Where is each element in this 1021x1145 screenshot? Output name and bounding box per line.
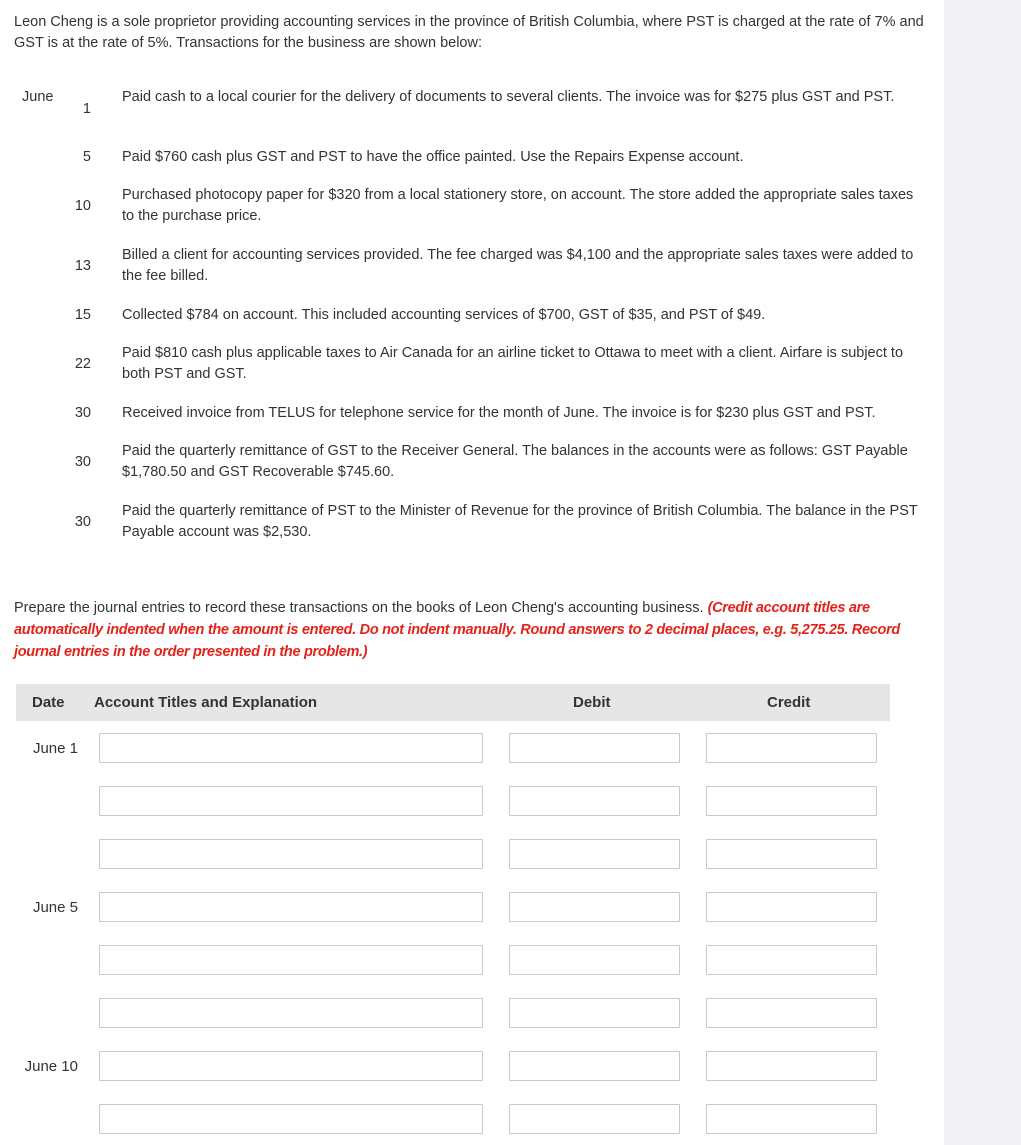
debit-amount-input[interactable] [509,945,680,975]
transaction-day: 10 [74,198,91,214]
account-title-input[interactable] [99,1051,483,1081]
entry-date-label: June 1 [32,740,78,757]
account-column-header: Account Titles and Explanation [94,694,318,711]
debit-column-header: Debit [573,694,611,711]
transaction-description: Paid cash to a local courier for the delivery of documents to several clients. The invoice was for $275 plus GST and PST. [122,89,895,105]
account-title-input[interactable] [99,839,483,869]
entry-date-label: June 5 [32,899,78,916]
transaction-day: 5 [82,149,91,165]
transaction-day: 30 [74,514,91,530]
account-title-input[interactable] [99,786,483,816]
credit-amount-input[interactable] [706,1104,877,1134]
credit-amount-input[interactable] [706,1051,877,1081]
transaction-description: Collected $784 on account. This included accounting services of $700, GST of $35, and PST of $49. [122,307,766,323]
credit-amount-input[interactable] [706,733,877,763]
entry-date-label: June 10 [24,1058,78,1075]
right-gutter [944,0,1021,1145]
credit-amount-input[interactable] [706,786,877,816]
debit-amount-input[interactable] [509,998,680,1028]
transaction-description: Paid the quarterly remittance of GST to the Receiver General. The balances in the accounts were as follows: GST Payable $1,780.50 and GST Recoverable $745.60. [122,443,908,480]
transaction-description: Paid $760 cash plus GST and PST to have the office painted. Use the Repairs Expense account. [122,149,744,165]
account-title-input[interactable] [99,998,483,1028]
credit-amount-input[interactable] [706,945,877,975]
credit-amount-input[interactable] [706,892,877,922]
problem-intro: Leon Cheng is a sole proprietor providing accounting services in the province of British Columbia, where PST is charged at the rate of 7% and GST is at the rate of 5%. Transactions for the business are shown below: [14,14,924,51]
date-column-header: Date [32,694,65,711]
debit-amount-input[interactable] [509,1051,680,1081]
debit-amount-input[interactable] [509,1104,680,1134]
account-title-input[interactable] [99,945,483,975]
transaction-day: 30 [74,405,91,421]
debit-amount-input[interactable] [509,839,680,869]
debit-amount-input[interactable] [509,786,680,816]
account-title-input[interactable] [99,733,483,763]
instructions-hint: (Credit account titles are automatically indented when the amount is entered. Do not indent manually. Round answers to 2 decimal places, e.g. 5,275.25. Record journal entries in the order presented in the problem.) [14,600,900,660]
transaction-day: 22 [74,356,91,372]
transaction-month-label: June [22,89,54,105]
credit-amount-input[interactable] [706,998,877,1028]
journal-table-header [16,684,890,721]
transaction-description: Purchased photocopy paper for $320 from a local stationery store, on account. The store added the appropriate sales taxes to the purchase price. [122,187,914,224]
credit-column-header: Credit [767,694,811,711]
credit-amount-input[interactable] [706,839,877,869]
account-title-input[interactable] [99,1104,483,1134]
transaction-description: Paid $810 cash plus applicable taxes to Air Canada for an airline ticket to Ottawa to meet with a client. Airfare is subject to both PST and GST. [122,345,904,382]
transaction-description: Received invoice from TELUS for telephone service for the month of June. The invoice is for $230 plus GST and PST. [122,405,876,421]
debit-amount-input[interactable] [509,733,680,763]
transaction-day: 1 [82,101,91,117]
instructions-text: Prepare the journal entries to record these transactions on the books of Leon Cheng's accounting business. [14,600,704,616]
transaction-description: Paid the quarterly remittance of PST to the Minister of Revenue for the province of British Columbia. The balance in the PST Payable account was $2,530. [122,503,918,540]
account-title-input[interactable] [99,892,483,922]
instructions [14,597,929,663]
transaction-day: 15 [74,307,91,323]
transaction-day: 13 [74,258,91,274]
transaction-description: Billed a client for accounting services provided. The fee charged was $4,100 and the appropriate sales taxes were added to the fee billed. [122,247,914,284]
debit-amount-input[interactable] [509,892,680,922]
transaction-day: 30 [74,454,91,470]
